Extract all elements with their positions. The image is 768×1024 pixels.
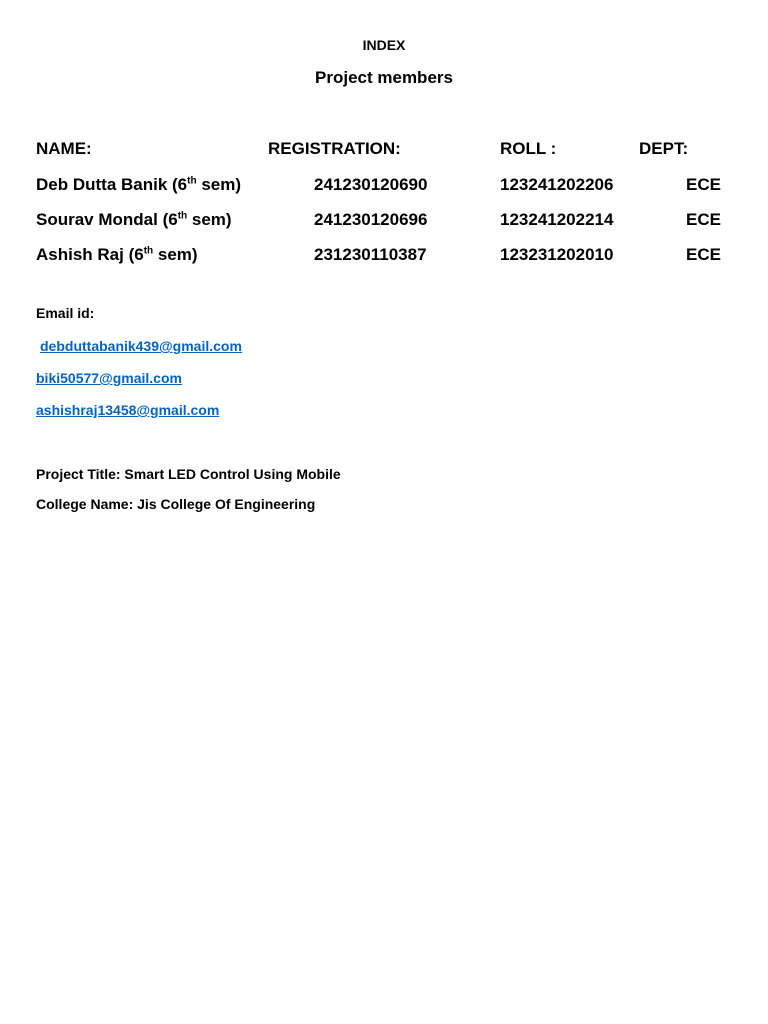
member-dept: ECE (686, 175, 721, 194)
semester-superscript: th (187, 175, 197, 187)
member-name: Deb Dutta Banik (6 (36, 175, 188, 194)
semester-suffix: sem) (187, 210, 232, 229)
email-link[interactable]: biki50577@gmail.com (36, 370, 182, 386)
member-registration: 231230110387 (314, 245, 427, 264)
member-name: Sourav Mondal (6 (36, 210, 178, 229)
member-roll: 123231202010 (500, 245, 614, 264)
semester-suffix: sem) (196, 175, 242, 194)
member-name: Ashish Raj (6 (36, 245, 144, 264)
member-dept: ECE (686, 210, 721, 229)
member-name-cell (36, 175, 241, 195)
semester-superscript: th (143, 245, 154, 257)
semester-suffix: sem) (153, 245, 198, 264)
email-label: Email id: (36, 305, 95, 321)
email-link[interactable]: debduttabanik439@gmail.com (40, 338, 242, 354)
member-roll: 123241202206 (500, 175, 614, 194)
member-registration: 241230120690 (314, 175, 428, 194)
header-roll: ROLL : (500, 139, 557, 158)
member-registration: 241230120696 (314, 210, 428, 229)
page-subheading: Project members (315, 68, 453, 87)
college-name: College Name: Jis College Of Engineering (36, 496, 316, 512)
header-name: NAME: (36, 139, 92, 158)
member-name-cell (36, 210, 232, 230)
project-title: Project Title: Smart LED Control Using Mobile (36, 466, 341, 482)
header-dept: DEPT: (639, 139, 689, 158)
member-dept: ECE (686, 245, 721, 264)
member-roll: 123241202214 (500, 210, 614, 229)
email-link[interactable]: ashishraj13458@gmail.com (36, 402, 220, 418)
header-registration: REGISTRATION: (268, 139, 401, 158)
semester-superscript: th (177, 210, 188, 222)
page-heading: INDEX (362, 37, 406, 53)
member-name-cell (36, 245, 198, 265)
